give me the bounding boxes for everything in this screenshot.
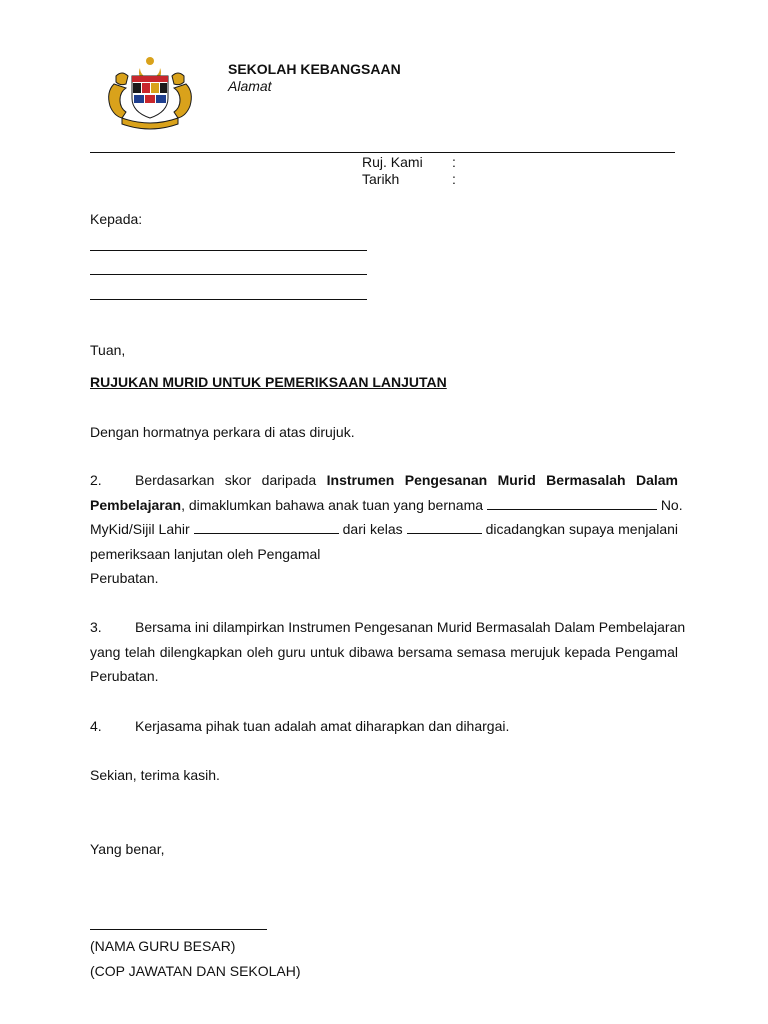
paragraph-line: MyKid/Sijil Lahir dari kelas dicadangkan supaya menjalani (90, 521, 679, 537)
recipient-label: Kepada: (90, 211, 143, 227)
opening-paragraph: Dengan hormatnya perkara di atas dirujuk. (90, 424, 355, 440)
our-ref-label: Ruj. Kami (362, 154, 423, 170)
signatory-name: (NAMA GURU BESAR) (90, 938, 236, 954)
paragraph-line: Perubatan. (90, 668, 159, 684)
mykid-number-blank (194, 521, 339, 534)
paragraph-2 (90, 468, 683, 591)
class-blank (407, 521, 482, 534)
our-ref-separator: : (452, 154, 456, 170)
recipient-address-line (90, 299, 367, 300)
paragraph-line: yang telah dilengkapkan oleh guru untuk dibawa bersama semasa merujuk kepada Pengamal (90, 643, 678, 660)
coat-of-arms-logo (104, 54, 196, 130)
paragraph-number: 3. (90, 619, 102, 635)
paragraph-number: 2. (90, 472, 102, 488)
paragraph-line: 3. Bersama ini dilampirkan Instrumen Pengesanan Murid Bermasalah Dalam Pembelajaran (90, 615, 678, 640)
date-label: Tarikh (362, 171, 400, 187)
paragraph-4: 4. Kerjasama pihak tuan adalah amat diharapkan dan dihargai. (90, 718, 510, 734)
date-separator: : (452, 171, 456, 187)
signature-line (90, 929, 267, 930)
letter-subject: RUJUKAN MURID UNTUK PEMERIKSAAN LANJUTAN (90, 374, 447, 390)
paragraph-line: pemeriksaan lanjutan oleh Pengamal (90, 545, 321, 562)
school-address: Alamat (228, 78, 272, 94)
sign-off: Yang benar, (90, 841, 165, 857)
paragraph-number: 4. (90, 718, 102, 734)
paragraph-line: Pembelajaran, dimaklumkan bahawa anak tuan yang bernama No. (90, 496, 683, 513)
recipient-address-line (90, 274, 367, 275)
paragraph-3 (90, 615, 686, 689)
instrument-name: Instrumen Pengesanan Murid Bermasalah Dalam (326, 472, 678, 488)
header-divider (90, 152, 675, 153)
school-name: SEKOLAH KEBANGSAAN (228, 61, 401, 77)
salutation: Tuan, (90, 342, 126, 358)
recipient-address-line (90, 250, 367, 251)
closing: Sekian, terima kasih. (90, 767, 220, 783)
paragraph-line: Perubatan. (90, 570, 159, 586)
date-row (362, 171, 456, 187)
student-name-blank (487, 497, 657, 510)
signatory-stamp: (COP JAWATAN DAN SEKOLAH) (90, 963, 301, 979)
paragraph-line: 2. Berdasarkan skor daripada Instrumen Pengesanan Murid Bermasalah Dalam (90, 468, 678, 493)
reference-row (362, 154, 456, 170)
instrument-name: Pembelajaran (90, 496, 182, 513)
